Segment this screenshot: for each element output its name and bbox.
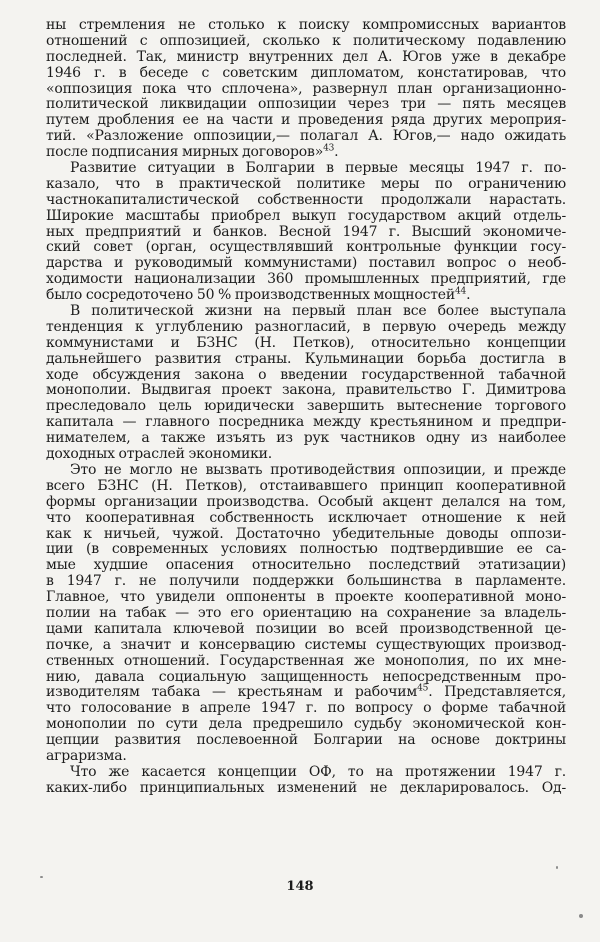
text-line: [46, 225, 566, 241]
text-line: [46, 447, 566, 463]
text-line: [46, 383, 566, 399]
text-line: [46, 685, 566, 701]
text-line-content: ходе обсуждения закона о введении государственной табачной: [46, 366, 566, 383]
text-line: [46, 193, 566, 209]
text-line-content: нимателем, а также изъять из рук частников одну из наиболее: [46, 430, 566, 447]
text-line-content: тенденция к углублению разногласий, в первую очередь между: [46, 318, 566, 335]
text-line: [46, 18, 566, 34]
text-line: [46, 161, 566, 177]
text-line-content: Развитие ситуации в Болгарии в первые месяцы 1947 г. по-: [70, 160, 566, 177]
text-line-content: политической ликвидации оппозиции через три — пять месяцев: [46, 96, 566, 113]
footnote-reference: 45: [417, 683, 429, 694]
text-line-content: «оппозиция пока что сплочена», развернул план организационно-: [46, 80, 566, 97]
scan-speck: [579, 914, 583, 918]
text-line: [46, 304, 566, 320]
scan-speck: [556, 866, 558, 869]
text-line-content: формы организации производства. Особый акцент делался на том,: [46, 493, 566, 510]
text-line: [46, 527, 566, 543]
text-line-content: после подписания мирных договоров»: [46, 144, 324, 161]
text-line-content: каких-либо принципиальных изменений не декларировалось. Од-: [46, 779, 566, 796]
text-line-content: ходимости национализации 360 промышленных предприятий, где: [46, 271, 566, 288]
text-line-content: цепции развития послевоенной Болгарии на основе доктрины: [46, 732, 566, 749]
text-line-content: тий. «Разложение оппозиции,— полагал А. Югов,— надо ожидать: [46, 128, 566, 145]
text-line-content: монополии по сути дела предрешило судьбу экономической кон-: [46, 716, 566, 733]
text-line: [46, 606, 566, 622]
text-line: [46, 749, 566, 765]
text-line-content: Это не могло не вызвать противодействия оппозиции, и прежде: [70, 461, 566, 478]
text-line-content: 1946 г. в беседе с советским дипломатом, констатировав, что: [46, 64, 566, 81]
footnote-reference: 44: [455, 286, 467, 297]
text-line-content: ны стремления не столько к поиску компромиссных вариантов: [46, 17, 566, 33]
text-line-content: почке, а значит и консервацию системы существующих производ-: [46, 636, 566, 653]
text-line: [46, 495, 566, 511]
page-number: 148: [286, 879, 314, 894]
text-line: [46, 352, 566, 368]
text-line: [46, 638, 566, 654]
text-line-content: дальнейшего развития страны. Кульминации борьба достигла в: [46, 350, 566, 367]
text-line: [46, 288, 566, 304]
text-line: [46, 209, 566, 225]
text-line-content: частнокапиталистической собственности продолжали нарастать.: [46, 191, 566, 208]
text-line-content: полии на табак — это его ориентацию на сохранение за владель-: [46, 604, 566, 621]
text-line: [46, 129, 566, 145]
text-line-content: изводителям табака — крестьянам и рабочим: [46, 684, 418, 701]
text-line-content: что голосование в апреле 1947 г. по вопросу о форме табачной: [46, 700, 566, 717]
text-line: [46, 717, 566, 733]
text-line: [46, 431, 566, 447]
text-line: [46, 240, 566, 256]
text-line-content: ственных отношений. Государственная же монополия, по их мне-: [46, 652, 566, 669]
text-line: [46, 399, 566, 415]
text-line: [46, 50, 566, 66]
text-line-content: казало, что в практической политике меры по ограничению: [46, 175, 566, 192]
text-line-content: как к ничьей, чужой. Достаточно убедительные доводы оппози-: [46, 525, 566, 542]
text-line: [46, 622, 566, 638]
text-line: [46, 177, 566, 193]
text-line-content: что кооперативная собственность исключает отношение к ней: [46, 509, 566, 526]
text-line-content: доходных отраслей экономики.: [46, 446, 273, 463]
text-line: [46, 256, 566, 272]
text-line: [46, 113, 566, 129]
text-line-content: было сосредоточено 50 % производственных мощностей: [46, 287, 456, 304]
text-line-content: дарства и руководимый коммунистами) поставил вопрос о необ-: [46, 255, 566, 272]
text-line-content: аграризма.: [46, 747, 127, 764]
text-line-content: нию, давала социальную защищенность непосредственным про-: [46, 668, 566, 685]
text-line: [46, 272, 566, 288]
text-line-content: ский совет (орган, осуществлявший контрольные функции госу-: [46, 239, 566, 256]
text-line: [46, 733, 566, 749]
body-text: [46, 18, 566, 797]
text-line: [46, 479, 566, 495]
text-line: [46, 781, 566, 797]
text-line: [46, 415, 566, 431]
text-line-content: отношений с оппозицией, сколько к политическому подавлению: [46, 32, 566, 49]
text-line: [46, 765, 566, 781]
text-line-content: последней. Так, министр внутренних дел А. Югов уже в декабре: [46, 48, 566, 65]
text-line-content: монополии. Выдвигая проект закона, правительство Г. Димитрова: [46, 382, 566, 399]
text-line-content: коммунистами и БЗНС (Н. Петков), относительно концепции: [46, 334, 566, 351]
text-line-tail: . Представляется,: [428, 684, 566, 701]
text-line-content: капитала — главного посредника между крестьянином и предпри-: [46, 414, 566, 431]
text-line: [46, 654, 566, 670]
text-line-content: ных предприятий и банков. Весной 1947 г. Высший экономиче-: [46, 223, 566, 240]
text-line: [46, 97, 566, 113]
text-line-content: Что же касается концепции ОФ, то на протяжении 1947 г.: [70, 763, 566, 780]
text-line-content: Главное, что увидели оппоненты в проекте кооперативной моно-: [46, 589, 566, 606]
text-line: [46, 336, 566, 352]
text-line-content: ции (в современных условиях полностью подтвердившие ее са-: [46, 541, 566, 558]
text-line: [46, 66, 566, 82]
text-line: [46, 34, 566, 50]
text-line-tail: .: [466, 287, 471, 304]
text-line-content: в 1947 г. не получили поддержки большинства в парламенте.: [46, 573, 566, 590]
text-line-content: В политической жизни на первый план все более выступала: [70, 303, 566, 320]
text-line: [46, 82, 566, 98]
text-line-content: всего БЗНС (Н. Петков), отстаивавшего принцип кооперативной: [46, 477, 566, 494]
text-line: [46, 145, 566, 161]
text-line: [46, 701, 566, 717]
text-line: [46, 590, 566, 606]
text-line: [46, 511, 566, 527]
text-line: [46, 574, 566, 590]
text-line: [46, 368, 566, 384]
text-line: [46, 320, 566, 336]
text-line-content: Широкие масштабы приобрел выкуп государством акций отдель-: [46, 207, 566, 224]
footnote-reference: 43: [323, 143, 335, 154]
text-line-content: преследовало цель юридически завершить вытеснение торгового: [46, 398, 566, 415]
text-line-content: мые худшие опасения относительно последствий этатизации): [46, 557, 566, 574]
text-line: [46, 558, 566, 574]
text-line: [46, 542, 566, 558]
text-line-content: путем дробления ее на части и проведения ряда других мероприя-: [46, 112, 566, 129]
scan-speck: [40, 876, 43, 878]
text-line-tail: .: [334, 144, 339, 161]
text-line-content: цами капитала ключевой позиции во всей производственной це-: [46, 620, 566, 637]
text-line: [46, 463, 566, 479]
